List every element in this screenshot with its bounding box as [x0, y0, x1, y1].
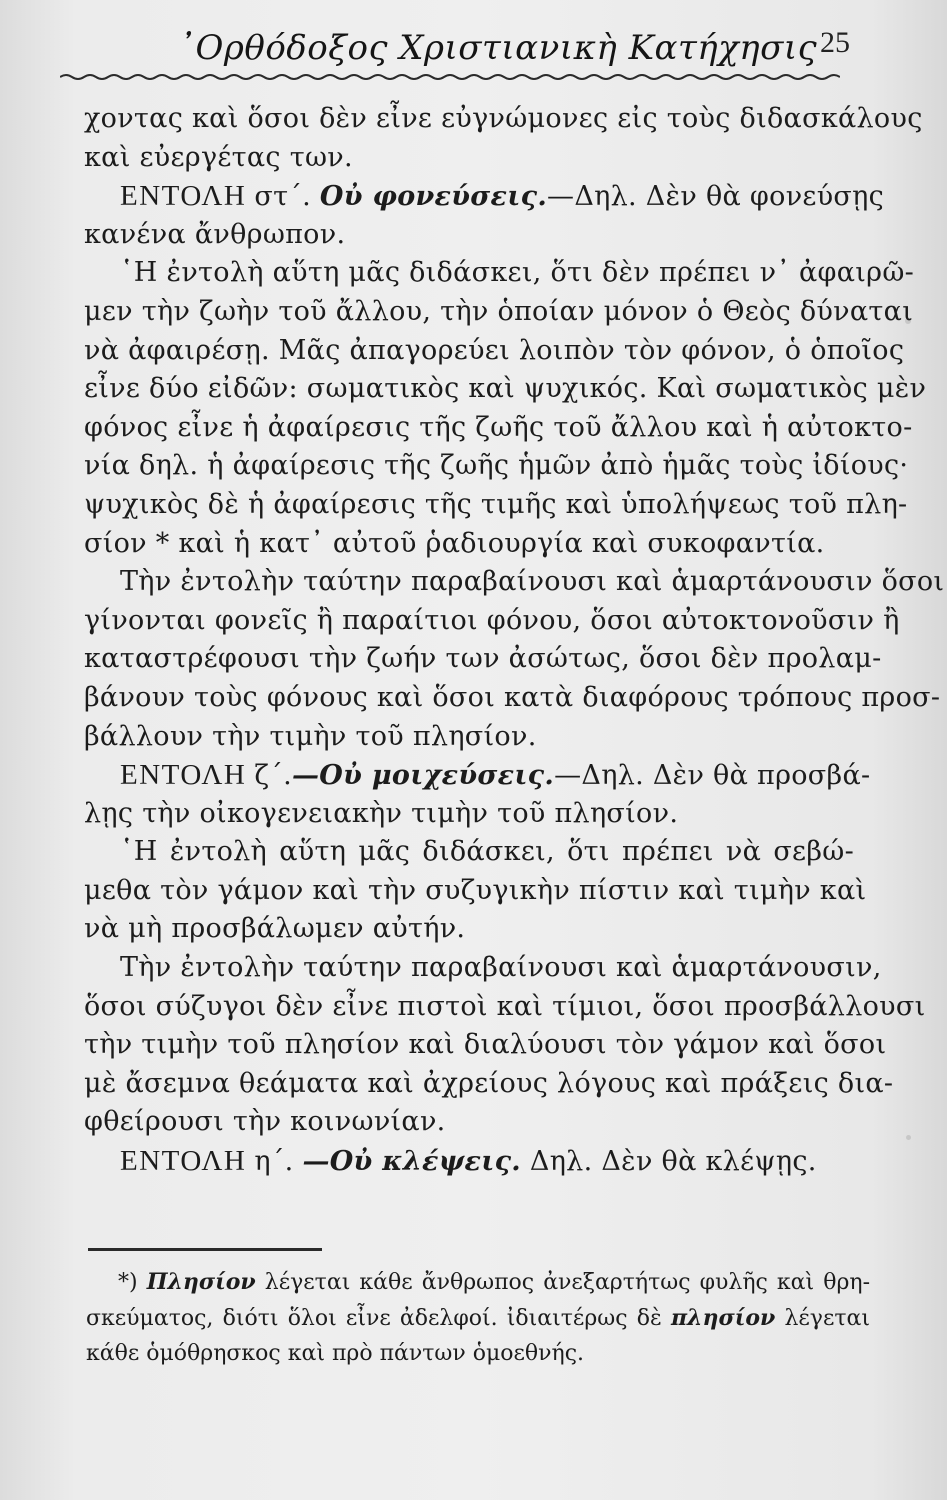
commandment-number: στ΄.	[254, 181, 312, 213]
text-line: βάλλουν τὴν τιμὴν τοῦ πλησίον.	[84, 720, 537, 752]
footnote-term: Πλησίον	[146, 1269, 256, 1295]
commandment-heading	[84, 177, 885, 216]
running-title: ᾿Ορθόδοξος Χριστιανικὴ Κατήχησις	[178, 28, 818, 68]
footnote-marker: *)	[118, 1270, 138, 1295]
text-line: ῾Η ἐντολὴ αὕτη μᾶς διδάσκει, ὅτι πρέπει νὰ σεβώ-	[120, 836, 854, 868]
footnote	[86, 1264, 871, 1372]
footnote-line	[110, 1264, 870, 1300]
commandment-text: Οὐ φονεύσεις.	[319, 181, 548, 213]
commandment-text: —Οὐ μοιχεύσεις.	[292, 760, 555, 792]
text-line: σίον * καὶ ἡ κατ᾿ αὐτοῦ ῥαδιουργία καὶ συκοφαντία.	[84, 527, 825, 559]
text-line: νία δηλ. ἡ ἀφαίρεσις τῆς ζωῆς ἡμῶν ἀπὸ ἡμᾶς τοὺς ἰδίους·	[84, 450, 909, 482]
commandment-number: ζ΄.	[254, 760, 292, 792]
commandment-explanation: —Δηλ. Δὲν θὰ προσβά-	[554, 760, 871, 792]
commandment-number: η΄.	[254, 1146, 294, 1178]
text-line: μὲ ἄσεμνα θεάματα καὶ ἀχρείους λόγους καὶ πράξεις δια-	[84, 1067, 894, 1099]
body-text	[84, 100, 945, 1181]
text-line: εἶνε δύο εἰδῶν: σωματικὸς καὶ ψυχικός. Καὶ σωματικὸς μὲν	[84, 373, 927, 405]
footnote-term: πλησίον	[670, 1305, 776, 1331]
commandment-explanation: Δηλ. Δὲν θὰ κλέψῃς.	[529, 1146, 817, 1178]
header-rule	[60, 72, 840, 82]
text-line: ψυχικὸς δὲ ἡ ἀφαίρεσις τῆς τιμῆς καὶ ὑπολήψεως τοῦ πλη-	[84, 488, 908, 520]
scan-speck	[906, 1135, 911, 1140]
text-line: νὰ ἀφαιρέσῃ. Μᾶς ἀπαγορεύει λοιπὸν τὸν φόνον, ὁ ὁποῖος	[84, 334, 905, 366]
footnote-text: σκεύματος, διότι ὅλοι εἶνε ἀδελφοί. ἰδιαιτέρως δὲ	[86, 1306, 662, 1331]
commandment-explanation: —Δηλ. Δὲν θὰ φονεύσῃς	[547, 181, 885, 213]
commandment-heading	[84, 756, 871, 795]
footnote-rule	[88, 1248, 322, 1251]
footnote-line: κάθε ὁμόθρησκος καὶ πρὸ πάντων ὁμοεθνής.	[86, 1341, 585, 1366]
text-line: κανένα ἄνθρωπον.	[84, 218, 346, 250]
text-line: φόνος εἶνε ἡ ἀφαίρεσις τῆς ζωῆς τοῦ ἄλλου καὶ ἡ αὐτοκτο-	[84, 411, 913, 443]
text-line: μεθα τὸν γάμον καὶ τὴν συζυγικὴν πίστιν καὶ τιμὴν καὶ	[84, 874, 867, 906]
text-line: ῾Η ἐντολὴ αὕτη μᾶς διδάσκει, ὅτι δὲν πρέπει ν᾿ ἀφαιρῶ-	[120, 257, 915, 289]
text-line: φθείρουσι τὴν κοινωνίαν.	[84, 1106, 446, 1138]
commandment-text: —Οὐ κλέψεις.	[302, 1146, 522, 1178]
commandment-label: ΕΝΤΟΛΗ	[120, 180, 247, 213]
text-line: γίνονται φονεῖς ἢ παραίτιοι φόνου, ὅσοι αὐτοκτονοῦσιν ἢ	[84, 604, 900, 636]
page-number: 25	[820, 26, 850, 59]
text-line: ὅσοι σύζυγοι δὲν εἶνε πιστοὶ καὶ τίμιοι, ὅσοι προσβάλλουσι	[84, 990, 926, 1022]
footnote-text: λέγεται κάθε ἄνθρωπος ἀνεξαρτήτως φυλῆς καὶ θρη-	[264, 1270, 871, 1295]
text-line: καὶ εὐεργέτας των.	[84, 141, 353, 173]
text-line: καταστρέφουσι τὴν ζωήν των ἀσώτως, ὅσοι δὲν προλαμ-	[84, 643, 882, 675]
text-line: Τὴν ἐντολὴν ταύτην παραβαίνουσι καὶ ἁμαρτάνουσιν ὅσοι	[120, 566, 945, 598]
text-line: λῃς τὴν οἰκογενειακὴν τιμὴν τοῦ πλησίον.	[84, 797, 679, 829]
commandment-label: ΕΝΤΟΛΗ	[120, 759, 247, 792]
footnote-line	[86, 1300, 870, 1336]
footnote-text: λέγεται	[784, 1306, 871, 1331]
text-line: βάνουν τοὺς φόνους καὶ ὅσοι κατὰ διαφόρους τρόπους προσ-	[84, 681, 941, 713]
page-header	[60, 18, 860, 88]
text-line: μεν τὴν ζωὴν τοῦ ἄλλου, τὴν ὁποίαν μόνον ὁ Θεὸς δύναται	[84, 295, 914, 327]
scan-speck	[905, 318, 911, 324]
text-line: νὰ μὴ προσβάλωμεν αὐτήν.	[84, 913, 466, 945]
commandment-heading	[84, 1142, 854, 1181]
text-line: τὴν τιμὴν τοῦ πλησίον καὶ διαλύουσι τὸν γάμον καὶ ὅσοι	[84, 1029, 887, 1061]
text-line: Τὴν ἐντολὴν ταύτην παραβαίνουσι καὶ ἁμαρτάνουσιν,	[120, 952, 882, 984]
text-line: χοντας καὶ ὅσοι δὲν εἶνε εὐγνώμονες εἰς τοὺς διδασκάλους	[84, 103, 923, 134]
commandment-label: ΕΝΤΟΛΗ	[120, 1145, 247, 1178]
